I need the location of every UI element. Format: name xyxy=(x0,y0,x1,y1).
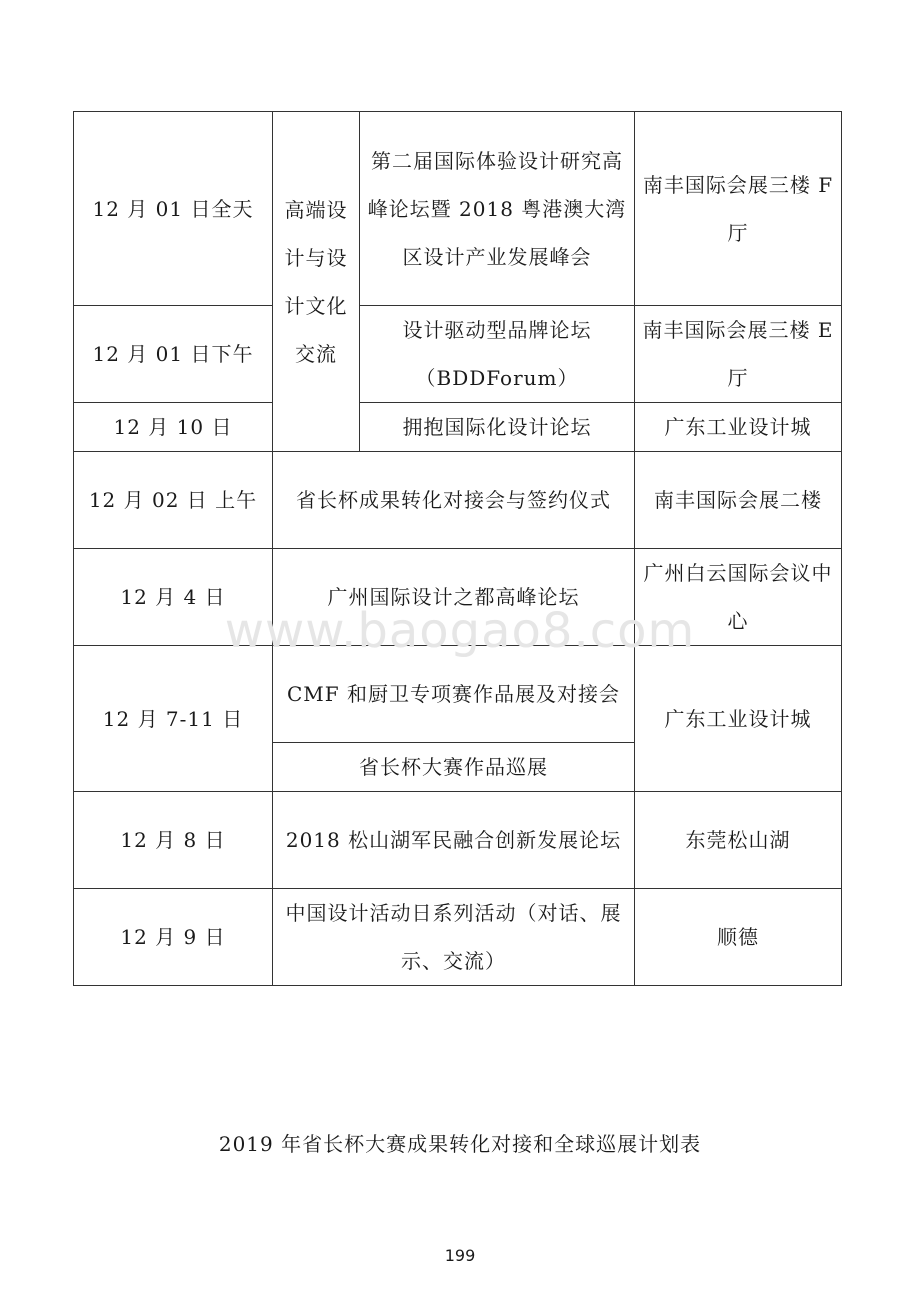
date-cell: 12 月 8 日 xyxy=(74,792,273,889)
event-cell: 拥抱国际化设计论坛 xyxy=(360,403,635,452)
date-cell: 12 月 9 日 xyxy=(74,889,273,986)
schedule-table xyxy=(73,111,842,986)
date-cell: 12 月 02 日 上午 xyxy=(74,452,273,549)
page-number: 199 xyxy=(444,1246,476,1265)
event-cell: 广州国际设计之都高峰论坛 xyxy=(273,549,635,646)
date-cell: 12 月 7-11 日 xyxy=(74,646,273,792)
date-cell: 12 月 10 日 xyxy=(74,403,273,452)
table-row xyxy=(74,792,842,889)
venue-cell: 广东工业设计城 xyxy=(635,403,842,452)
event-cell: 2018 松山湖军民融合创新发展论坛 xyxy=(273,792,635,889)
table-row xyxy=(74,452,842,549)
venue-cell: 南丰国际会展三楼 E 厅 xyxy=(635,306,842,403)
table-row xyxy=(74,306,842,403)
venue-cell: 广州白云国际会议中心 xyxy=(635,549,842,646)
event-cell: 省长杯成果转化对接会与签约仪式 xyxy=(273,452,635,549)
venue-cell: 广东工业设计城 xyxy=(635,646,842,792)
table-row xyxy=(74,646,842,743)
date-cell: 12 月 4 日 xyxy=(74,549,273,646)
venue-cell: 南丰国际会展二楼 xyxy=(635,452,842,549)
date-cell: 12 月 01 日下午 xyxy=(74,306,273,403)
table-row xyxy=(74,889,842,986)
event-cell: 省长杯大赛作品巡展 xyxy=(273,743,635,792)
event-cell: CMF 和厨卫专项赛作品展及对接会 xyxy=(273,646,635,743)
event-cell: 设计驱动型品牌论坛（BDDForum） xyxy=(360,306,635,403)
venue-cell: 顺德 xyxy=(635,889,842,986)
table-caption: 2019 年省长杯大赛成果转化对接和全球巡展计划表 xyxy=(218,1132,702,1156)
category-cell: 高端设计与设计文化交流 xyxy=(273,112,360,452)
table-row xyxy=(74,112,842,306)
event-cell: 第二届国际体验设计研究高峰论坛暨 2018 粤港澳大湾区设计产业发展峰会 xyxy=(360,112,635,306)
venue-cell: 南丰国际会展三楼 F 厅 xyxy=(635,112,842,306)
table-row xyxy=(74,403,842,452)
watermark: www.baogao8.com xyxy=(224,603,696,659)
venue-cell: 东莞松山湖 xyxy=(635,792,842,889)
date-cell: 12 月 01 日全天 xyxy=(74,112,273,306)
table-row xyxy=(74,549,842,646)
event-cell: 中国设计活动日系列活动（对话、展示、交流） xyxy=(273,889,635,986)
